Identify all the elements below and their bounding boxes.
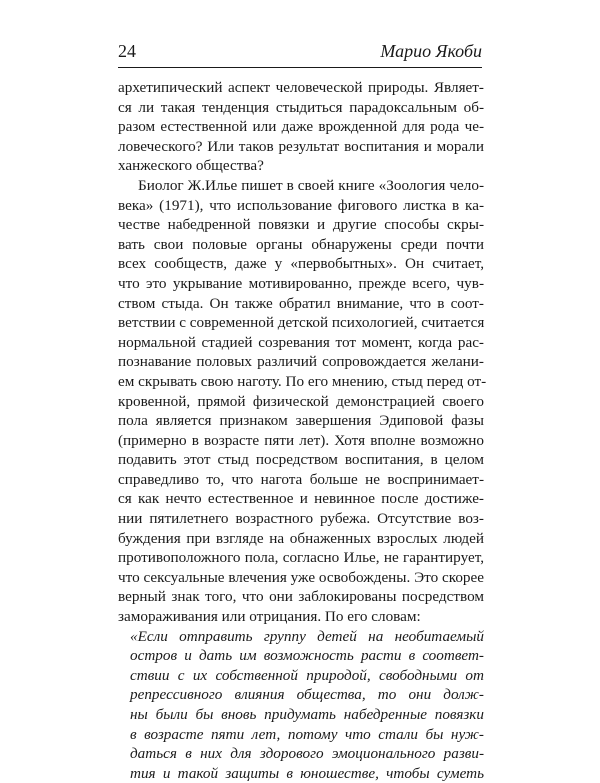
text-line: буждения при взгляде на обнаженных взрослых людей [118, 529, 484, 547]
quote-line: даться в них для здорового эмоционального разви- [130, 745, 484, 763]
text-line: ся как нечто естественное и невинное после достиже- [118, 490, 484, 508]
quote-line: ны были бы вновь придумать набедренные повязки [130, 706, 484, 723]
text-line: познавание половых различий сопровождается желани- [118, 353, 484, 371]
text-line: пола является признаком завершения Эдиповой фазы [118, 412, 484, 430]
page-number: 24 [118, 41, 136, 61]
quote-line: в возрасте пяти лет, потому что стали бы нуж- [130, 725, 484, 743]
text-line: подавить этот стыд посредством воспитания, в целом [118, 451, 484, 469]
text-line: архетипический аспект человеческой природы. Являет- [118, 79, 484, 96]
text-line: что это укрывание мотивированно, прежде всего, чув- [118, 274, 484, 292]
text-line: ловеческого? Или таков результат воспитания и морали [118, 137, 484, 155]
header-rule [118, 67, 482, 68]
text-line: ем скрывать свою наготу. По его мнению, стыд перед от- [118, 372, 487, 390]
text-line: противоположного пола, согласно Илье, не гарантирует, [118, 549, 484, 567]
text-line: всех сообществ, даже у «первобытных». Он считает, [118, 255, 484, 273]
text-line: нормальной стадией созревания тот момент, когда рас- [118, 333, 484, 351]
quote-line: ствии с их собственной природой, свободными от [130, 666, 484, 684]
text-line: ся ли такая тенденция стыдиться парадоксальным об- [118, 98, 484, 116]
text-line: Биолог Ж.Илье пишет в своей книге «Зоология чело- [138, 176, 484, 194]
text-line: кровенной, прямой физической демонстрацией своего [118, 392, 484, 410]
text-line: замораживания или отрицания. По его словам: [118, 608, 421, 626]
quote-line: остров и дать им возможность расти в соответ- [130, 647, 484, 665]
text-line: честве набедренной повязки и другие способы скры- [118, 216, 484, 234]
running-head-author: Марио Якоби [380, 41, 482, 61]
text-line: ханжеского общества? [118, 157, 264, 175]
text-line: нии пятилетнего возрастного рубежа. Отсутствие воз- [118, 510, 484, 528]
text-line: (примерно в возрасте пяти лет). Хотя вполне возможно [118, 431, 484, 449]
text-line: вать свои половые органы обнаружены среди почти [118, 235, 484, 253]
text-line: что сексуальные влечения уже освобождены. Это скорее [118, 568, 484, 586]
quote-line: «Если отправить группу детей на необитаемый [130, 627, 484, 645]
text-line: верный знак того, что они заблокированы посредством [118, 588, 484, 606]
body-text [118, 78, 487, 783]
text-line: справедливо то, что нагота больше не воспринимает- [118, 470, 484, 488]
quote-line: тия и такой защиты в юношестве, чтобы суметь [130, 764, 484, 782]
text-line: века» (1971), что использование фигового листка в ка- [118, 196, 484, 214]
page-header [118, 38, 482, 64]
text-line: ветствии с современной детской психологией, считается [118, 314, 485, 332]
quote-line: репрессивного влияния общества, то они долж- [130, 686, 484, 704]
text-line: разом естественной или даже врожденной для рода че- [118, 118, 484, 136]
text-line: ством стыда. Он также обратил внимание, что в соот- [118, 294, 484, 312]
